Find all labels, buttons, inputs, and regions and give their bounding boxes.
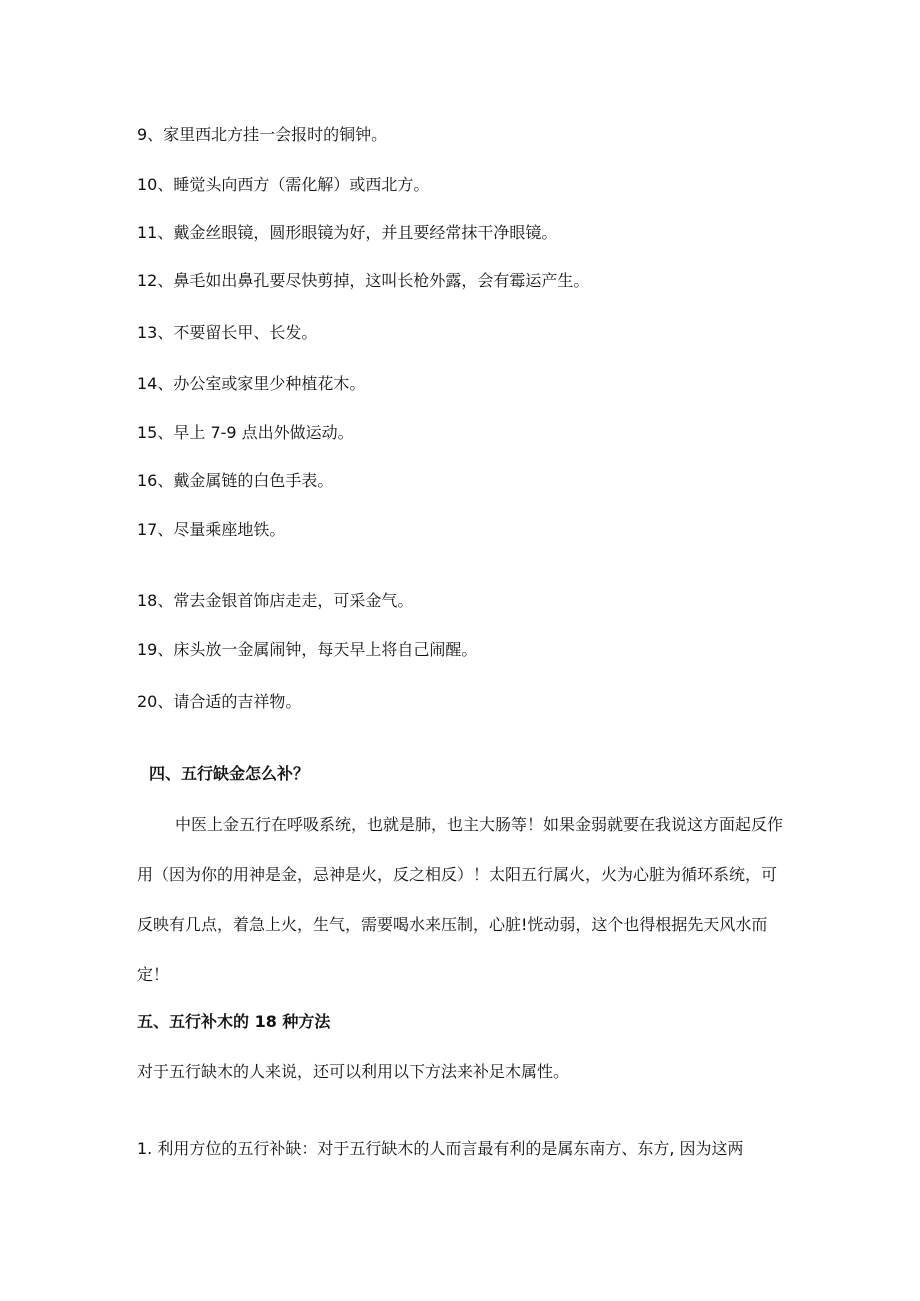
list-item: 12、鼻毛如出鼻孔要尽快剪掉，这叫长枪外露，会有霉运产生。 [137, 271, 590, 290]
list-item: 15、早上 7-9 点出外做运动。 [137, 423, 354, 442]
list-item: 9、家里西北方挂一会报时的铜钟。 [137, 125, 388, 144]
section-heading: 五、五行补木的 18 种方法 [137, 1012, 331, 1031]
list-item: 17、尽量乘座地铁。 [137, 520, 286, 539]
body-paragraph: 中医上金五行在呼吸系统，也就是肺，也主大肠等！如果金弱就要在我说这方面起反作用（因为你的用神是金，忌神是火，反之相反）！太阳五行属火，火为心脏为循环系统，可反映有几点，着急上火，生气，需要喝水来压制，心脏!恍动弱，这个也得根据先天风水而定！ [137, 815, 784, 984]
body-paragraph: 对于五行缺木的人来说，还可以利用以下方法来补足木属性。 [137, 1062, 570, 1081]
section-heading: 四、五行缺金怎么补？ [149, 764, 310, 783]
list-item: 13、不要留长甲、长发。 [137, 323, 318, 342]
list-item: 10、睡觉头向西方（需化解）或西北方。 [137, 175, 430, 194]
body-paragraph: 1. 利用方位的五行补缺：对于五行缺木的人而言最有利的是属东南方、东方, 因为这两 [137, 1139, 744, 1158]
list-item: 18、常去金银首饰店走走，可采金气。 [137, 591, 414, 610]
list-item: 16、戴金属链的白色手表。 [137, 471, 334, 490]
list-item: 14、办公室或家里少种植花木。 [137, 374, 366, 393]
list-item: 20、请合适的吉祥物。 [137, 692, 302, 711]
list-item: 19、床头放一金属闹钟，每天早上将自己闹醒。 [137, 640, 478, 659]
list-item: 11、戴金丝眼镜，圆形眼镜为好，并且要经常抹干净眼镜。 [137, 223, 558, 242]
